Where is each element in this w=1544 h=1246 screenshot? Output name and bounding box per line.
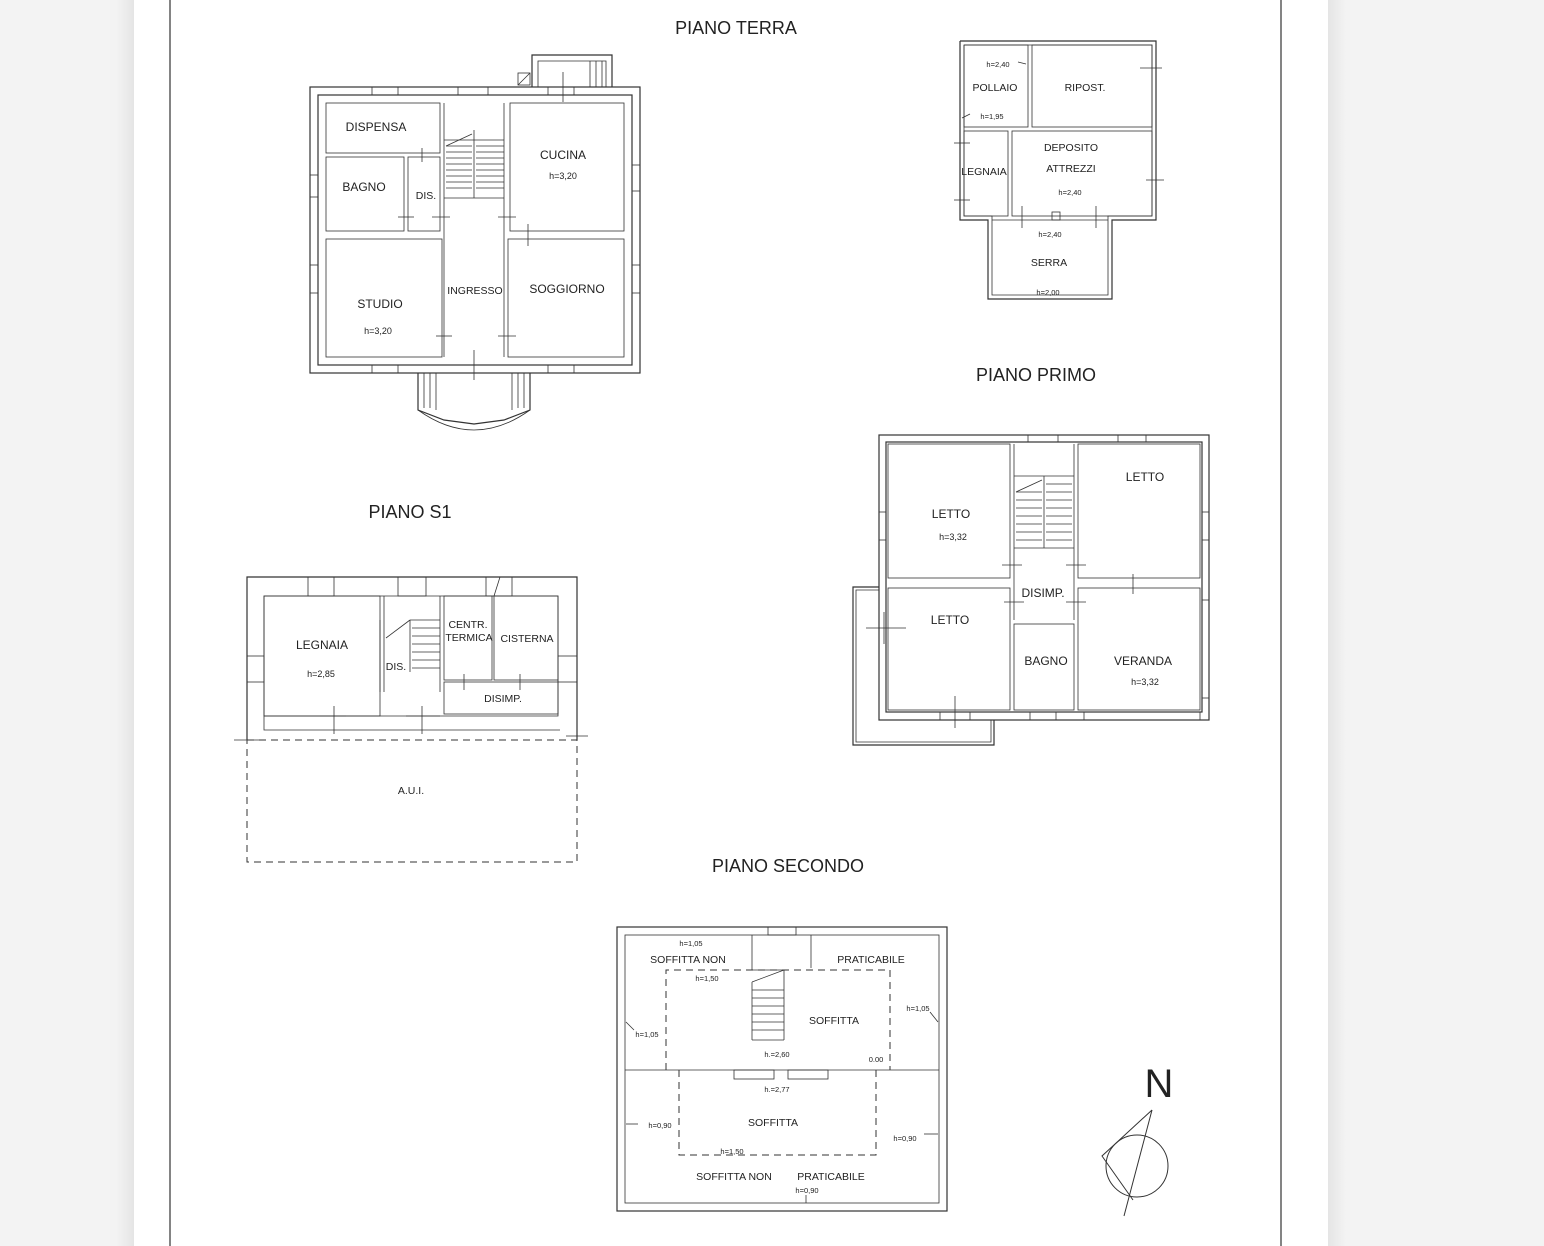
- height-105-right: h=1,05: [906, 1004, 930, 1013]
- room-cisterna: CISTERNA: [500, 633, 554, 645]
- height-150-top: h=1,50: [695, 974, 719, 983]
- room-ingresso: INGRESSO: [447, 285, 503, 297]
- height-260: h.=2,60: [764, 1050, 790, 1059]
- area-aui: A.U.I.: [397, 785, 425, 797]
- room-bagno: BAGNO: [342, 180, 386, 194]
- label-praticabile-top: PRATICABILE: [837, 954, 905, 966]
- room-dispensa: DISPENSA: [345, 120, 407, 134]
- height-legnaia-s1: h=2,85: [307, 669, 335, 679]
- room-disimp-s1: DISIMP.: [484, 693, 522, 705]
- room-pollaio: POLLAIO: [972, 82, 1018, 94]
- height-090-left: h=0,90: [648, 1121, 672, 1130]
- plan-piano-secondo: [617, 927, 947, 1211]
- room-veranda: VERANDA: [1113, 654, 1173, 668]
- room-disimp-primo: DISIMP.: [1021, 586, 1065, 600]
- height-serra-bottom: h=2,00: [1036, 288, 1060, 297]
- entrance-steps: [418, 373, 530, 430]
- room-soggiorno: SOGGIORNO: [529, 282, 605, 296]
- height-deposito: h=2,40: [1058, 188, 1082, 197]
- level-zero: 0.00: [868, 1055, 884, 1064]
- plan-piano-primo: [853, 435, 1209, 745]
- room-dis: DIS.: [415, 190, 437, 202]
- plan-piano-s1: [234, 577, 588, 862]
- height-pollaio-bottom: h=1,95: [980, 112, 1004, 121]
- room-centrale-line1: CENTR.: [448, 619, 488, 631]
- room-ripost: RIPOST.: [1064, 82, 1106, 94]
- title-piano-secondo: PIANO SECONDO: [711, 856, 865, 876]
- north-label: N: [1144, 1062, 1174, 1106]
- north-arrow-icon: [1102, 1062, 1173, 1216]
- height-veranda: h=3,32: [1131, 677, 1159, 687]
- room-dis-s1: DIS.: [385, 661, 407, 673]
- room-serra: SERRA: [1030, 257, 1068, 269]
- label-soffitta-non-top: SOFFITTA NON: [650, 954, 726, 966]
- room-soffitta-1: SOFFITTA: [809, 1015, 859, 1027]
- height-090-right: h=0,90: [893, 1134, 917, 1143]
- title-piano-terra: PIANO TERRA: [675, 18, 797, 38]
- label-soffitta-non-bottom: SOFFITTA NON: [696, 1171, 772, 1183]
- label-praticabile-bottom: PRATICABILE: [797, 1171, 865, 1183]
- height-secondo-top: h=1,05: [679, 939, 703, 948]
- room-legnaia-annex: LEGNAIA: [961, 166, 1007, 178]
- height-cucina: h=3,20: [549, 171, 577, 181]
- height-serra-top: h=2,40: [1038, 230, 1062, 239]
- room-letto-1: LETTO: [931, 507, 971, 521]
- room-letto-3: LETTO: [930, 613, 970, 627]
- height-105-left: h=1,05: [635, 1030, 659, 1039]
- height-150-bottom: h=1,50: [720, 1147, 744, 1156]
- height-studio: h=3,20: [364, 326, 392, 336]
- title-piano-primo: PIANO PRIMO: [975, 365, 1097, 385]
- room-studio: STUDIO: [357, 297, 403, 311]
- room-deposito-line1: DEPOSITO: [1043, 142, 1099, 154]
- height-pollaio-top: h=2,40: [986, 60, 1010, 69]
- title-piano-s1: PIANO S1: [368, 502, 452, 522]
- room-soffitta-2: SOFFITTA: [748, 1117, 798, 1129]
- room-letto-2: LETTO: [1125, 470, 1165, 484]
- room-centrale-line2: TERMICA: [445, 632, 493, 644]
- room-cucina: CUCINA: [539, 148, 587, 162]
- height-letto-1: h=3,32: [939, 532, 967, 542]
- room-bagno-primo: BAGNO: [1024, 654, 1068, 668]
- plan-piano-terra: [310, 55, 640, 430]
- room-deposito-line2: ATTREZZI: [1046, 163, 1096, 175]
- stair-terra: [444, 130, 504, 198]
- room-legnaia-s1: LEGNAIA: [295, 638, 349, 652]
- stair-primo: [1014, 476, 1074, 548]
- height-090-bottom: h=0,90: [795, 1186, 819, 1195]
- plan-annex: [954, 41, 1164, 299]
- height-277: h.=2,77: [764, 1085, 790, 1094]
- stair-secondo: [752, 970, 784, 1040]
